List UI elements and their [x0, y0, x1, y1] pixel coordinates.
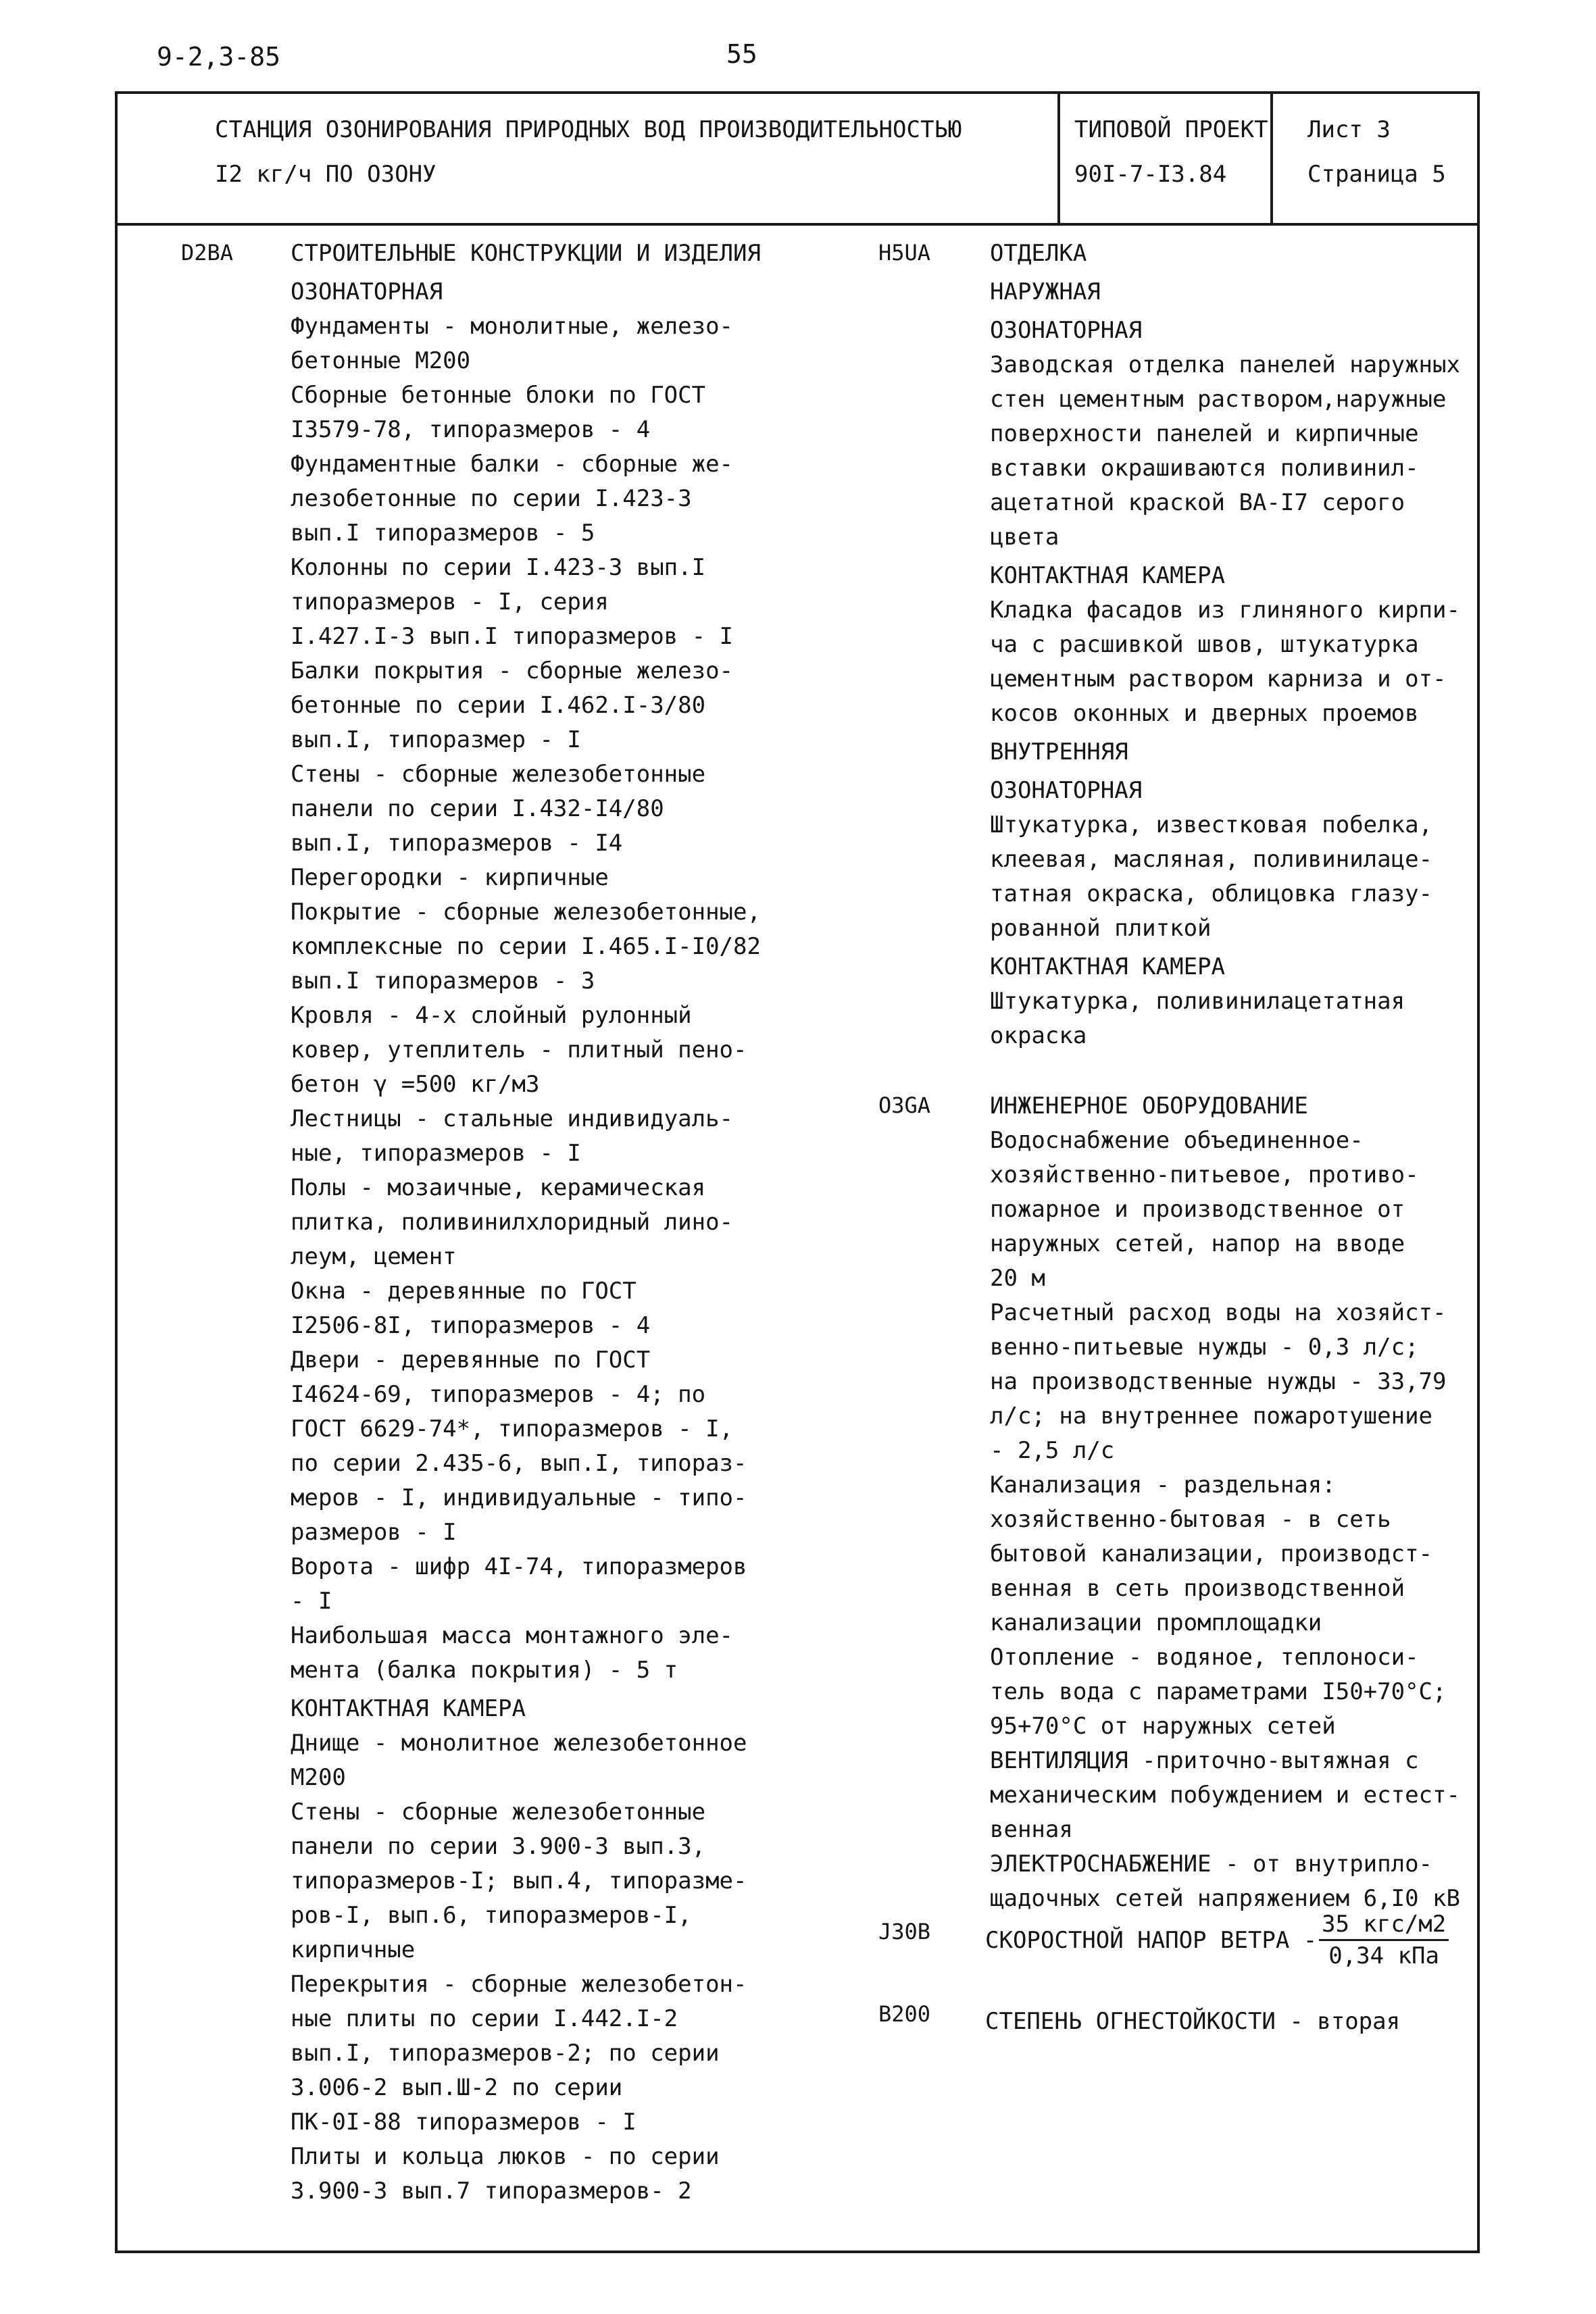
wind-pressure-value: [1319, 1909, 1449, 1971]
text-line: комплексные по серии I.465.I-I0/82: [291, 933, 761, 960]
text-line: косов оконных и дверных проемов: [990, 700, 1419, 727]
text-line: Ворота - шифр 4I-74, типоразмеров: [291, 1553, 747, 1580]
text-line: кирпичные: [291, 1936, 416, 1963]
text-line: ОЗОНАТОРНАЯ: [990, 317, 1143, 344]
text-line: ковер, утеплитель - плитный пено-: [291, 1036, 747, 1063]
text-line: I3579-78, типоразмеров - 4: [291, 416, 651, 443]
text-line: Полы - мозаичные, керамическая: [291, 1174, 706, 1201]
text-line: Окна - деревянные по ГОСТ: [291, 1278, 637, 1305]
text-line: типоразмеров-I; вып.4, типоразме-: [291, 1867, 747, 1894]
text-line: цементным раствором карниза и от-: [990, 665, 1447, 693]
page-number: 55: [726, 39, 757, 69]
text-line: вып.I, типоразмеров-2; по серии: [291, 2040, 720, 2067]
text-line: наружных сетей, напор на вводе: [990, 1230, 1405, 1257]
text-line: щадочных сетей напряжением 6,I0 кВ: [990, 1885, 1460, 1912]
text-line: Стены - сборные железобетонные: [291, 1799, 706, 1826]
text-line: бетон γ =500 кг/м3: [291, 1071, 540, 1098]
text-line: Водоснабжение объединенное-: [990, 1127, 1364, 1154]
text-line: ацетатной краской ВА-I7 серого: [990, 489, 1405, 516]
text-line: Отопление - водяное, теплоноси-: [990, 1644, 1419, 1671]
text-line: - I: [291, 1588, 332, 1615]
text-line: хозяйственно-бытовая - в сеть: [990, 1506, 1391, 1533]
text-line: цвета: [990, 524, 1059, 551]
text-line: лезобетонные по серии I.423-3: [291, 485, 692, 512]
text-line: меров - I, индивидуальные - типо-: [291, 1484, 747, 1511]
text-line: ОЗОНАТОРНАЯ: [990, 777, 1143, 804]
equipment-section: [990, 1089, 1460, 1916]
text-line: типоразмеров - I, серия: [291, 588, 609, 615]
text-line: Кладка фасадов из глиняного кирпи-: [990, 597, 1460, 624]
text-line: Покрытие - сборные железобетонные,: [291, 899, 761, 926]
text-line: Стены - сборные железобетонные: [291, 761, 706, 788]
text-line: 95+70°С от наружных сетей: [990, 1713, 1336, 1740]
wind-pressure-kgf: 35 кгс/м2: [1319, 1909, 1449, 1941]
text-line: Кровля - 4-х слойный рулонный: [291, 1002, 692, 1029]
text-line: М200: [291, 1764, 346, 1791]
text-line: 3.900-3 вып.7 типоразмеров- 2: [291, 2178, 692, 2205]
text-line: ные плиты по серии I.442.I-2: [291, 2005, 678, 2032]
text-line: Штукатурка, известковая побелка,: [990, 811, 1433, 838]
title-block-separator: [1057, 91, 1060, 224]
text-line: вып.I, типоразмер - I: [291, 726, 581, 753]
text-line: механическим побуждением и естест-: [990, 1782, 1460, 1809]
section-code: O3GA: [878, 1092, 931, 1118]
text-line: плитка, поливинилхлоридный лино-: [291, 1209, 734, 1236]
text-line: 20 м: [990, 1265, 1045, 1292]
text-line: КОНТАКТНАЯ КАМЕРА: [291, 1695, 526, 1722]
text-line: вып.I, типоразмеров - I4: [291, 830, 623, 857]
text-line: I4624-69, типоразмеров - 4; по: [291, 1381, 706, 1408]
text-line: бетонные М200: [291, 347, 471, 374]
text-line: НАРУЖНАЯ: [990, 278, 1101, 305]
text-line: I2506-8I, типоразмеров - 4: [291, 1312, 651, 1339]
text-line: ров-I, вып.6, типоразмеров-I,: [291, 1902, 692, 1929]
text-line: ИНЖЕНЕРНОЕ ОБОРУДОВАНИЕ: [990, 1092, 1308, 1120]
text-line: клеевая, масляная, поливинилаце-: [990, 846, 1433, 873]
text-line: панели по серии I.432-I4/80: [291, 795, 664, 822]
text-line: венная: [990, 1816, 1073, 1843]
section-code: D2BA: [181, 240, 234, 266]
document-title-continued: I2 кг/ч ПО ОЗОНУ: [215, 161, 437, 188]
text-line: на производственные нужды - 33,79: [990, 1368, 1447, 1395]
text-line: ВЕНТИЛЯЦИЯ -приточно-вытяжная с: [990, 1747, 1419, 1774]
text-line: ВНУТРЕННЯЯ: [990, 738, 1128, 765]
text-line: КОНТАКТНАЯ КАМЕРА: [990, 562, 1225, 589]
text-line: Фундаментные балки - сборные же-: [291, 451, 734, 478]
text-line: I.427.I-3 вып.I типоразмеров - I: [291, 623, 734, 650]
text-line: панели по серии 3.900-3 вып.3,: [291, 1833, 706, 1860]
text-line: мента (балка покрытия) - 5 т: [291, 1657, 678, 1684]
text-line: ГОСТ 6629-74*, типоразмеров - I,: [291, 1415, 734, 1442]
text-line: ные, типоразмеров - I: [291, 1140, 581, 1167]
text-line: бетонные по серии I.462.I-3/80: [291, 692, 706, 719]
text-line: стен цементным раствором,наружные: [990, 386, 1447, 413]
document-title: СТАНЦИЯ ОЗОНИРОВАНИЯ ПРИРОДНЫХ ВОД ПРОИЗВОДИТЕЛЬНОСТЬЮ: [215, 116, 962, 143]
text-line: Штукатурка, поливинилацетатная: [990, 988, 1405, 1015]
text-line: Перекрытия - сборные железобетон-: [291, 1971, 747, 1998]
wind-pressure-label: СКОРОСТНОЙ НАПОР ВЕТРА -: [985, 1927, 1318, 1954]
text-line: Плиты и кольца люков - по серии: [291, 2143, 720, 2170]
section-code: B200: [878, 2001, 931, 2027]
text-line: Лестницы - стальные индивидуаль-: [291, 1105, 734, 1132]
text-line: венно-питьевые нужды - 0,3 л/с;: [990, 1334, 1419, 1361]
construction-section: [291, 236, 761, 2209]
text-line: рованной плиткой: [990, 915, 1212, 942]
text-line: Расчетный расход воды на хозяйст-: [990, 1299, 1447, 1326]
text-line: СТРОИТЕЛЬНЫЕ КОНСТРУКЦИИ И ИЗДЕЛИЯ: [291, 240, 761, 267]
project-label: ТИПОВОЙ ПРОЕКТ: [1074, 116, 1268, 143]
text-line: Сборные бетонные блоки по ГОСТ: [291, 382, 706, 409]
title-block-separator: [1270, 91, 1273, 224]
wind-pressure-kpa: 0,34 кПа: [1328, 1942, 1439, 1969]
text-line: Перегородки - кирпичные: [291, 864, 609, 891]
project-number: 90I-7-I3.84: [1074, 161, 1227, 188]
text-line: леум, цемент: [291, 1243, 457, 1270]
text-line: Днище - монолитное железобетонное: [291, 1730, 747, 1757]
text-line: Фундаменты - монолитные, железо-: [291, 313, 734, 340]
series-code: 9-2,3-85: [157, 42, 281, 72]
title-block-divider: [115, 223, 1480, 226]
text-line: венная в сеть производственной: [990, 1575, 1405, 1602]
fire-resistance-text: СТЕПЕНЬ ОГНЕСТОЙКОСТИ - вторая: [985, 2008, 1401, 2035]
text-line: Колонны по серии I.423-3 вып.I: [291, 554, 706, 581]
page-label: Страница 5: [1307, 161, 1446, 188]
text-line: - 2,5 л/с: [990, 1437, 1115, 1464]
text-line: ЭЛЕКТРОСНАБЖЕНИЕ - от внутрипло-: [990, 1851, 1433, 1878]
text-line: ча с расшивкой швов, штукатурка: [990, 631, 1419, 658]
text-line: л/с; на внутреннее пожаротушение: [990, 1403, 1433, 1430]
text-line: бытовой канализации, производст-: [990, 1540, 1433, 1567]
text-line: ОТДЕЛКА: [990, 240, 1087, 267]
text-line: Канализация - раздельная:: [990, 1472, 1336, 1499]
text-line: Балки покрытия - сборные железо-: [291, 657, 734, 684]
text-line: ОЗОНАТОРНАЯ: [291, 278, 443, 305]
text-line: окраска: [990, 1022, 1087, 1049]
text-line: Наибольшая масса монтажного эле-: [291, 1622, 734, 1649]
section-code: J30B: [878, 1919, 931, 1944]
text-line: поверхности панелей и кирпичные: [990, 420, 1419, 447]
text-line: канализации промплощадки: [990, 1609, 1322, 1636]
text-line: по серии 2.435-6, вып.I, типораз-: [291, 1450, 747, 1477]
text-line: тель вода с параметрами I50+70°С;: [990, 1678, 1447, 1705]
finish-section: [990, 236, 1460, 1053]
text-line: вставки окрашиваются поливинил-: [990, 455, 1419, 482]
text-line: КОНТАКТНАЯ КАМЕРА: [990, 953, 1225, 980]
text-line: вып.I типоразмеров - 5: [291, 520, 595, 547]
text-line: 3.006-2 вып.Ш-2 по серии: [291, 2074, 623, 2101]
section-code: H5UA: [878, 240, 931, 266]
text-line: хозяйственно-питьевое, противо-: [990, 1161, 1419, 1188]
text-line: вып.I типоразмеров - 3: [291, 967, 595, 995]
text-line: Заводская отделка панелей наружных: [990, 351, 1460, 378]
text-line: ПК-0I-88 типоразмеров - I: [291, 2109, 637, 2136]
text-line: пожарное и производственное от: [990, 1196, 1405, 1223]
text-line: Двери - деревянные по ГОСТ: [291, 1347, 651, 1374]
sheet-number: Лист 3: [1307, 116, 1391, 143]
text-line: татная окраска, облицовка глазу-: [990, 880, 1433, 907]
text-line: размеров - I: [291, 1519, 457, 1546]
